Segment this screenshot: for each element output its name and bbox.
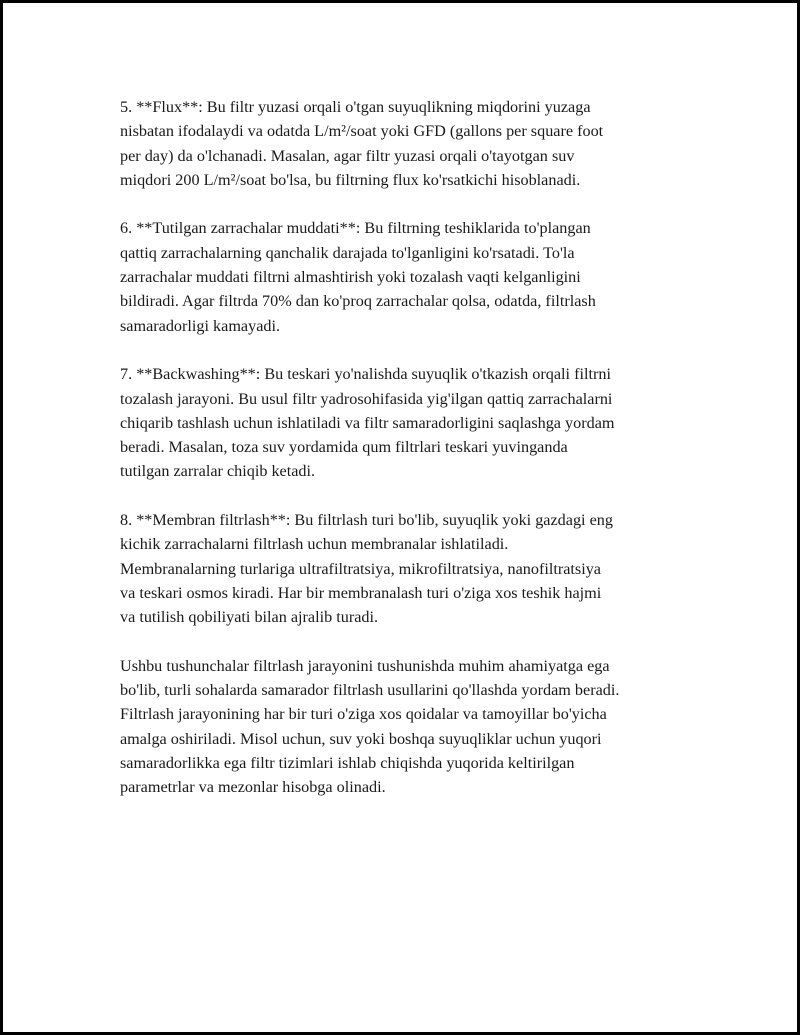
text-line: chiqarib tashlash uchun ishlatiladi va filtr samaradorligini saqlashga yordam <box>120 413 615 432</box>
text-line: miqdori 200 L/m²/soat bo'lsa, bu filtrning flux ko'rsatkichi hisoblanadi. <box>120 170 581 189</box>
text-line: samaradorligi kamayadi. <box>120 316 281 335</box>
text-line: 5. **Flux**: Bu filtr yuzasi orqali o'tgan suyuqlikning miqdorini yuzaga <box>120 98 591 116</box>
text-line: nisbatan ifodalaydi va odatda L/m²/soat yoki GFD (gallons per square foot <box>120 122 604 141</box>
text-line: va tutilish qobiliyati bilan ajralib turadi. <box>120 608 379 627</box>
paragraph-backwashing <box>120 362 700 483</box>
text-line: beradi. Masalan, toza suv yordamida qum filtrlari teskari yuvinganda <box>120 438 568 457</box>
text-line: tutilgan zarralar chiqib ketadi. <box>120 462 316 481</box>
paragraph-flux <box>120 95 700 192</box>
text-line: qattiq zarrachalarning qanchalik darajada to'lganligini ko'rsatadi. To'la <box>120 243 575 262</box>
text-line: 8. **Membran filtrlash**: Bu filtrlash turi bo'lib, suyuqlik yoki gazdagi eng <box>120 511 613 530</box>
text-line: tozalash jarayoni. Bu usul filtr yadrosohifasida yig'ilgan qattiq zarrachalarni <box>120 389 613 408</box>
text-line: va teskari osmos kiradi. Har bir membranalash turi o'ziga xos teshik hajmi <box>120 583 602 602</box>
paragraph-membrane-filtration <box>120 508 700 629</box>
text-line: per day) da o'lchanadi. Masalan, agar filtr yuzasi orqali o'tayotgan suv <box>120 146 575 165</box>
text-line: 6. **Tutilgan zarrachalar muddati**: Bu filtrning teshiklarida to'plangan <box>120 219 591 238</box>
text-line: parametrlar va mezonlar hisobga olinadi. <box>120 778 386 797</box>
paragraph-conclusion <box>120 654 700 800</box>
text-line: Ushbu tushunchalar filtrlash jarayonini tushunishda muhim ahamiyatga ega <box>120 656 610 675</box>
paragraph-particle-retention <box>120 216 700 337</box>
document-body <box>120 95 700 824</box>
text-line: Filtrlash jarayonining har bir turi o'ziga xos qoidalar va tamoyillar bo'yicha <box>120 705 607 724</box>
text-line: bo'lib, turli sohalarda samarador filtrlash usullarini qo'llashda yordam beradi. <box>120 681 620 700</box>
text-line: samaradorlikka ega filtr tizimlari ishlab chiqishda yuqorida keltirilgan <box>120 754 575 773</box>
text-line: zarrachalar muddati filtrni almashtirish yoki tozalash vaqti kelganligini <box>120 268 581 287</box>
text-line: Membranalarning turlariga ultrafiltratsiya, mikrofiltratsiya, nanofiltratsiya <box>120 559 601 578</box>
text-line: bildiradi. Agar filtrda 70% dan ko'proq zarrachalar qolsa, odatda, filtrlash <box>120 292 596 311</box>
text-line: amalga oshiriladi. Misol uchun, suv yoki boshqa suyuqliklar uchun yuqori <box>120 729 602 748</box>
text-line: kichik zarrachalarni filtrlash uchun membranalar ishlatiladi. <box>120 535 509 554</box>
text-line: 7. **Backwashing**: Bu teskari yo'nalishda suyuqlik o'tkazish orqali filtrni <box>120 365 611 384</box>
